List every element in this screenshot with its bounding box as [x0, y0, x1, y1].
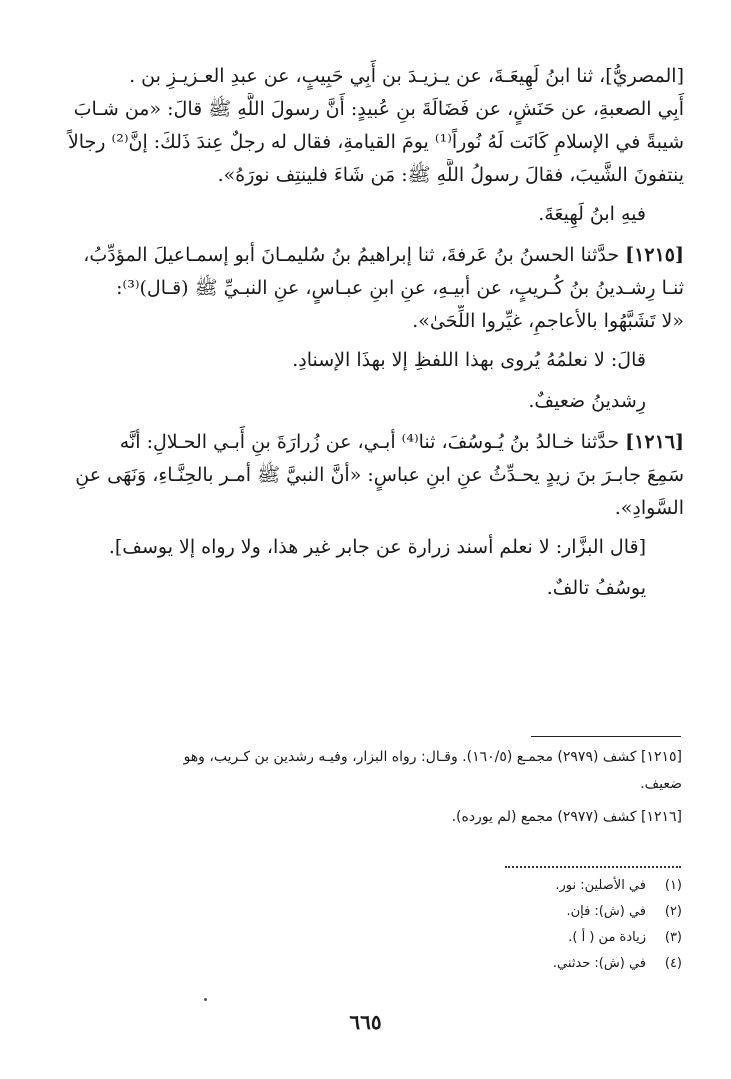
text-line — [62, 239, 684, 272]
page-number: ٦٦٥ — [349, 1010, 382, 1034]
hadith-1216 — [62, 426, 684, 605]
reference-1216 — [66, 804, 682, 831]
footnote-number: (٢) — [664, 904, 682, 919]
footnote — [300, 873, 682, 899]
text-line: شيبةً في الإسلامِ كَانَت لَهُ نُوراً⁽¹⁾ يومَ القيامةِ، فقال له رجلٌ عِندَ ذَلكَ: إنَّ⁽²⁾ رجالاً — [67, 131, 684, 153]
hadith-1214-continuation — [62, 60, 684, 231]
footnote-number: (٤) — [664, 956, 682, 971]
narrator-note: يوسُفُ تالفٌ. — [546, 577, 646, 599]
footnote — [300, 925, 682, 951]
reference-line: [١٢١٦] كشف (٢٩٧٧) مجمع (لم يورده). — [451, 809, 682, 825]
footnotes — [300, 873, 682, 977]
footnote-text: في الأصلين: نور. — [555, 878, 646, 893]
editor-note: قالَ: لا نعلمُهُ يُروى بهذا اللفظِ إلا بهذَا الإسنادِ. — [292, 349, 646, 371]
text-line: [المصريُّ]، ثنا ابنُ لَهِيعَـةَ، عن يـزيـدَ بن أَبِي حَبِيبٍ، عن عبدِ العـزيـزِ بن . — [129, 65, 684, 87]
text-line — [62, 426, 684, 459]
footnote-text: زيادة من ( أ ). — [568, 930, 646, 945]
text-line: ثنـا رِشـدينُ بنُ كُـريبٍ، عن أبيـهِ، عنِ ابنِ عبـاسٍ، عنِ النبـيِّ ﷺ (قـال)⁽³⁾: — [116, 277, 684, 299]
hadith-1215 — [62, 239, 684, 418]
footnote — [300, 899, 682, 925]
footnote-text: في (ش): حدثني. — [552, 956, 646, 971]
footnote-number: (٣) — [664, 930, 682, 945]
references — [66, 744, 682, 837]
scan-speck — [204, 998, 207, 1001]
editor-note: [قال البزَّار: لا نعلم أسند زرارة عن جابر غير هذا، ولا رواه إلا يوسف]. — [108, 536, 646, 558]
narrator-note: رِشدينُ ضعيفٌ. — [528, 390, 646, 412]
text-line: «لا تَشَبَّهُوا بالأعاجمِ، غيِّروا اللِّحَىٰ». — [412, 310, 684, 332]
hadith-number: [١٢١٥] — [625, 244, 684, 266]
reference-line: ضعيف. — [640, 776, 682, 792]
footnote-number: (١) — [664, 878, 682, 893]
hadith-number: [١٢١٦] — [625, 431, 684, 453]
reference-separator — [531, 736, 681, 737]
reference-line: [١٢١٥] كشف (٢٩٧٩) مجمـع (١٦٠/٥). وقـال: رواه البزار، وفيـه رشدين بن كـريب، وهو — [183, 749, 682, 765]
main-text — [62, 58, 684, 613]
text-line: السَّوادِ». — [614, 497, 684, 519]
editor-note: فيهِ ابنُ لَهِيعَةَ. — [538, 203, 646, 225]
text-line: أَبِي الصعبةِ، عن حَنَشٍ، عن فَضَالَةَ بنِ عُبيدٍ: أَنَّ رسولَ اللَّهِ ﷺ قالَ: «من شـابَ — [73, 98, 684, 120]
hadith-text: حدَّثنا خـالدُ بنُ يُـوسُفَ، ثنا⁽⁴⁾ أبـي، عن زُرارَةَ بنِ أَبـي الحـلالِ: أنَّه — [119, 431, 620, 453]
text-line: سَمِعَ جابـرَ بنَ زيدٍ يحـدِّثُ عنِ ابنِ عباسٍ: «أنَّ النبيَّ ﷺ أمـر بالحِنَّـاءِ، وَنَهَى عنِ — [75, 464, 684, 486]
text-line: ينتفونَ الشَّيبَ، فقالَ رسولُ اللَّهِ ﷺ: مَن شَاءَ فلينتِف نورَهُ». — [217, 164, 684, 186]
footnote-text: في (ش): فإن. — [566, 904, 646, 919]
footnote-separator — [505, 866, 681, 868]
footnote — [300, 951, 682, 977]
reference-1215 — [66, 744, 682, 798]
hadith-text: حدَّثنا الحسنُ بنُ عَرفةَ، ثنا إبراهيمُ بنُ سُليمـانَ أبو إسمـاعيلَ المؤدِّبُ، — [83, 244, 620, 266]
